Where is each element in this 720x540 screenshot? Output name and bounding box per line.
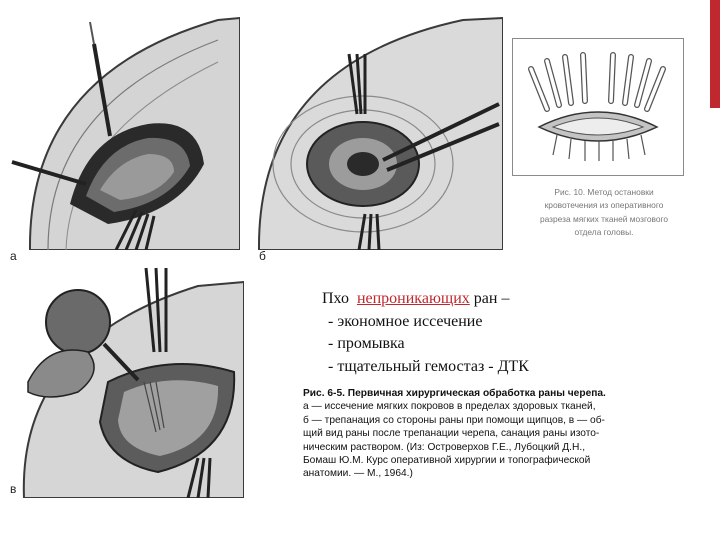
figure-6-5-line: а — иссечение мягких покровов в пределах здоровых тканей,: [303, 401, 596, 413]
figure-10-caption-line: Рис. 10. Метод остановки: [554, 187, 654, 197]
figure-10-caption-line: отдела головы.: [574, 227, 634, 238]
figure-6-5-line: анатомии. — М., 1964.): [303, 468, 413, 480]
heading-suffix: ран –: [473, 290, 510, 307]
panel-letter-v: в: [10, 482, 17, 496]
illustration-panel-b: [253, 14, 503, 250]
heading-prefix: Пхо: [322, 290, 349, 307]
figure-6-5-line: ническим раствором. (Из: Островерхов Г.Е., Лубоцкий Д.Н.,: [303, 441, 586, 453]
main-text-heading: [322, 288, 529, 311]
figure-10-drawing: [513, 39, 683, 175]
main-text-item: - экономное иссечение: [328, 312, 483, 330]
main-text-item: - промывка: [328, 335, 405, 352]
figure-10-frame: [512, 38, 684, 176]
illustration-panel-a: [8, 14, 240, 250]
main-text-item: - тщательный гемостаз - ДТК: [328, 357, 529, 375]
figure-10-caption-line: разреза мягких тканей мозгового: [539, 213, 669, 224]
accent-bar: [710, 0, 720, 108]
figure-10-caption-line: кровотечения из оперативного: [544, 200, 664, 211]
figure-6-5-line: щий вид раны после трепанации черепа, санация раны изото-: [303, 428, 600, 440]
heading-accent-word: непроникающих: [356, 290, 470, 307]
panel-letter-a: а: [10, 249, 17, 263]
figure-10-caption: [520, 186, 688, 240]
panel-letter-b: б: [259, 249, 266, 263]
figure-6-5-line: б — трепанация со стороны раны при помощи щипцов, в — об-: [303, 414, 605, 426]
figure-6-5-caption: [303, 387, 635, 481]
main-text: [322, 288, 529, 378]
figure-6-5-line: Бомаш Ю.М. Курс оперативной хирургии и топографической: [303, 455, 591, 467]
figure-6-5-title: Рис. 6-5. Первичная хирургическая обработка раны черепа.: [303, 388, 606, 399]
illustration-panel-v: [8, 262, 244, 498]
